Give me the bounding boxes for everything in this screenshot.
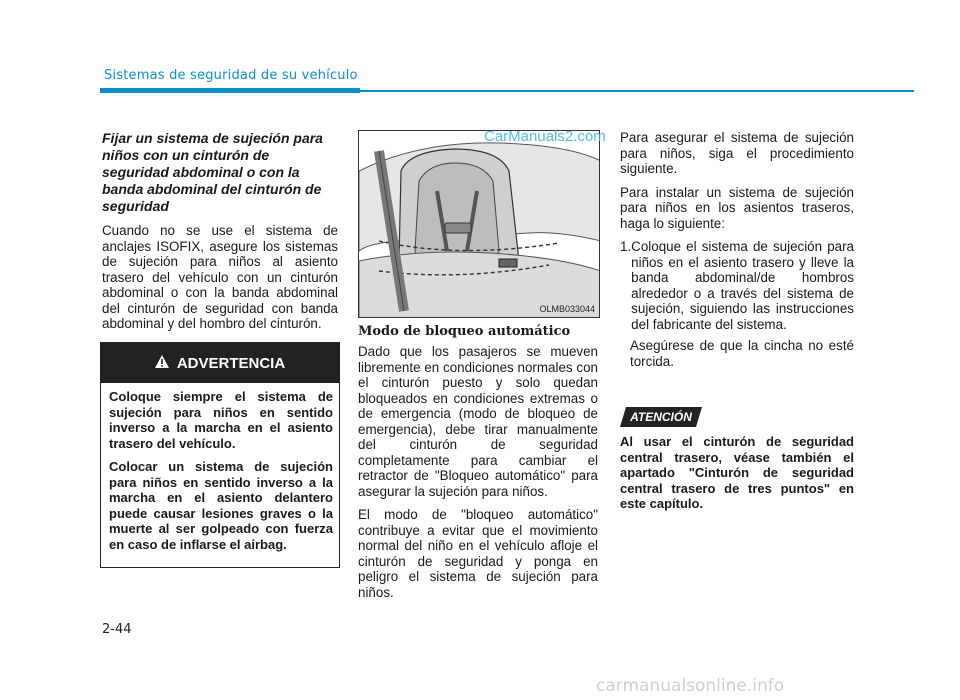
paragraph: Para asegurar el sistema de sujeción para niños, siga el procedimiento siguiente.	[620, 130, 854, 176]
figure-code: OLMB033044	[539, 304, 595, 314]
subsection-heading: Modo de bloqueo automático	[358, 324, 571, 339]
warning-triangle-icon	[155, 355, 169, 372]
warning-body	[109, 389, 333, 560]
watermark-overlay[interactable]: CarManuals2.com	[484, 128, 606, 145]
warning-box	[100, 342, 340, 568]
page-number: 2-44	[102, 622, 132, 637]
child-seat-drawing	[359, 131, 600, 318]
intro-paragraph: Cuando no se use el sistema de anclajes ISOFIX, asegure los sistemas de sujeción para niños al asiento trasero del vehículo con un cinturón abdominal o con la banda abdominal del cinturón de seguridad con banda abdominal y del hombro del cinturón.	[102, 223, 338, 331]
list-number: 1.	[620, 239, 632, 254]
section-heading: Fijar un sistema de sujeción para niños con un cinturón de seguridad abdominal o con la banda abdominal del cinturón de seguridad	[102, 130, 323, 214]
paragraph: El modo de "bloqueo automático" contribuye a evitar que el movimiento normal del niño en el vehículo afloje el cinturón de seguridad y ponga en peligro el sistema de sujeción para niños.	[358, 507, 598, 600]
child-seat-illustration	[358, 130, 600, 318]
notice-badge	[620, 407, 702, 427]
section-header-title: Sistemas de seguridad de su vehículo	[104, 68, 358, 83]
column-left	[102, 130, 338, 340]
header-rule-thick	[100, 88, 360, 93]
header-rule-thin	[360, 90, 914, 92]
list-item	[620, 239, 854, 332]
list-text: Coloque el sistema de sujeción para niños en el asiento trasero y lleve la banda abdominal/de hombros alrededor o a través del sistema de sujeción, siguiendo las instrucciones del fabricante del sistema.	[631, 239, 854, 332]
column-right	[620, 130, 854, 377]
notice-text: Al usar el cinturón de seguridad central trasero, véase también el apartado "Cinturón de seguridad central trasero de tres puntos" en este capítulo.	[620, 434, 854, 511]
paragraph: Para instalar un sistema de sujeción para niños en los asientos traseros, haga lo siguiente:	[620, 184, 854, 231]
column-middle-text	[358, 344, 598, 608]
paragraph: Dado que los pasajeros se mueven libremente en condiciones normales con el cinturón puesto y solo quedan bloqueados en condiciones extremas o de emergencia (modo de bloqueo de emergencia), debe tirar manualmente del cinturón de seguridad completamente para cambiar el retractor de "Bloqueo automático" para asegurar la sujeción para niños.	[358, 344, 598, 499]
warning-header	[101, 343, 339, 383]
warning-title: ADVERTENCIA	[176, 354, 286, 372]
list-subnote: Asegúrese de que la cincha no esté torcida.	[630, 338, 854, 369]
warning-paragraph: Colocar un sistema de sujeción para niños en sentido inverso a la marcha en el asiento delantero puede causar lesiones graves o la muerte al ser golpeado con fuerza en caso de inflarse el airbag.	[109, 459, 333, 552]
footer-watermark: carmanualsonline.info	[596, 676, 785, 696]
warning-paragraph: Coloque siempre el sistema de sujeción para niños en sentido inverso a la marcha en el asiento trasero del vehículo.	[109, 389, 333, 451]
notice-label: ATENCIÓN	[630, 410, 692, 424]
